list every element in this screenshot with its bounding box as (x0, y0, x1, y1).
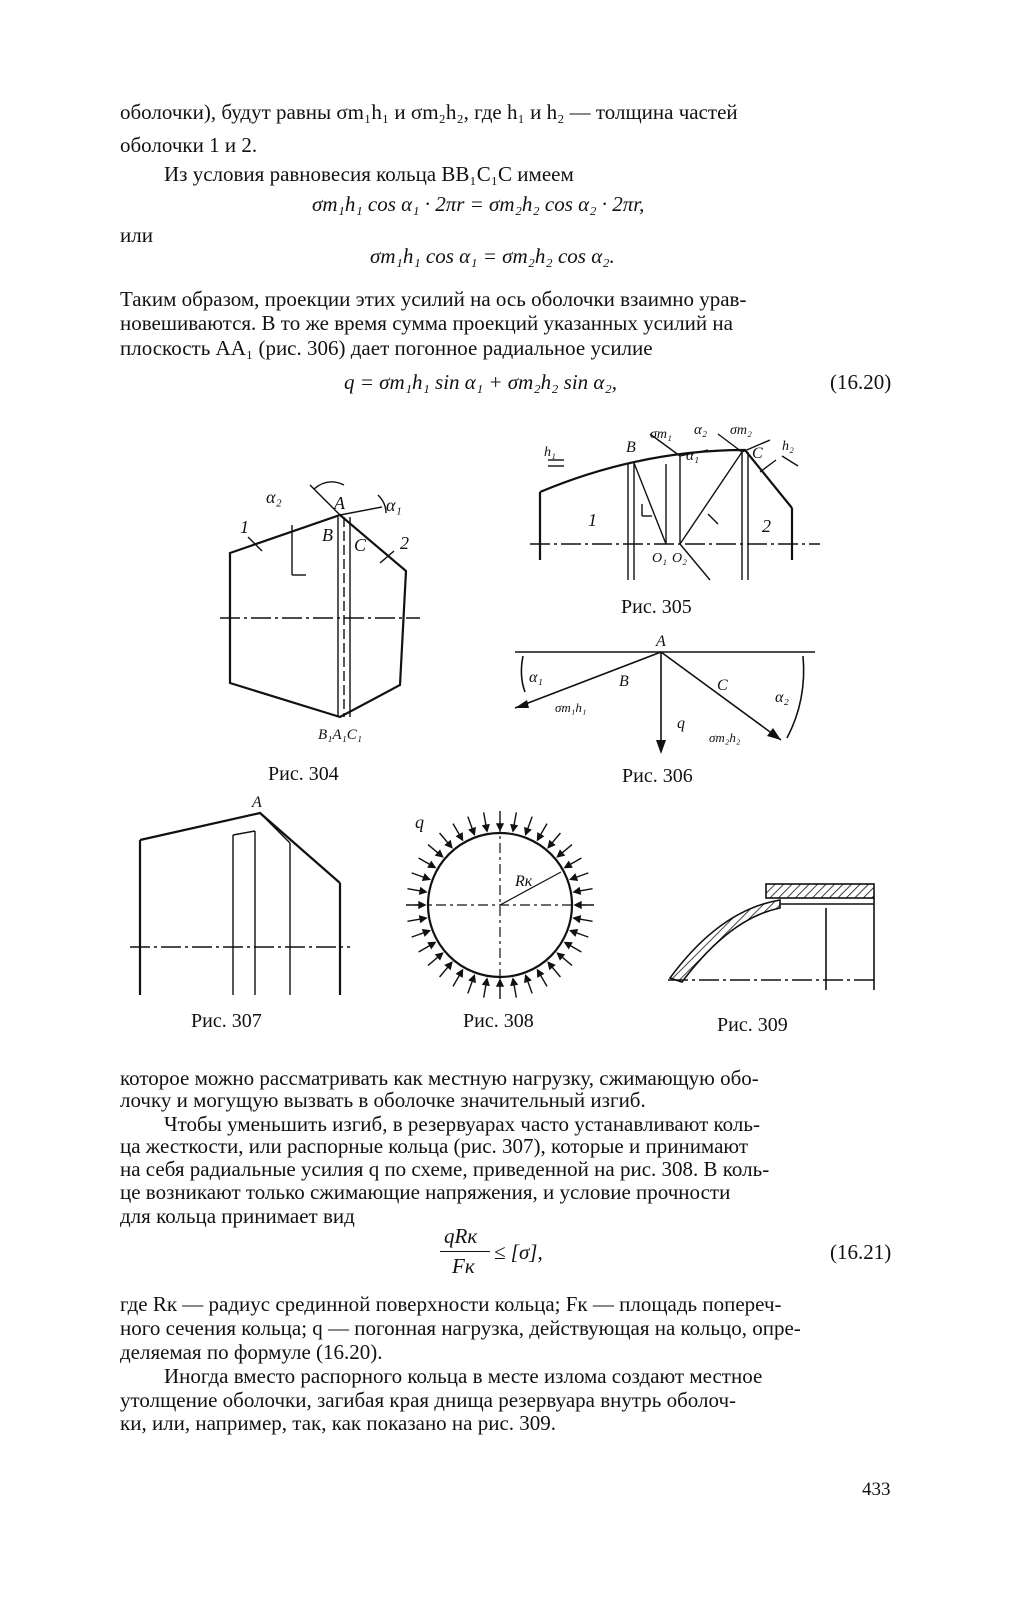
label-c: C (354, 535, 367, 555)
figure-306 (505, 630, 825, 770)
text-line: ца жесткости, или распорные кольца (рис. 307), которые и принимают (120, 1134, 748, 1158)
caption-306: Рис. 306 (622, 765, 693, 787)
load-arrow-head (469, 975, 475, 982)
caption-307: Рис. 307 (191, 1010, 262, 1032)
figure-308 (395, 800, 605, 1010)
text-line: лочку и могущую вызвать в оболочке значительный изгиб. (120, 1088, 646, 1112)
text-line: утолщение оболочки, загибая края днища резервуара внутрь оболоч- (120, 1388, 737, 1412)
text-line: для кольца принимает вид (120, 1204, 355, 1228)
label-alpha2: α₂ (694, 422, 708, 438)
label-b: B (626, 439, 636, 456)
fraction-bar (440, 1251, 490, 1252)
text-line: Таким образом, проекции этих усилий на ось оболочки взаимно урав- (120, 287, 747, 311)
load-arrow-head (574, 916, 580, 922)
text-line: ки, или, например, так, как показано на рис. 309. (120, 1411, 557, 1435)
text-line: новешиваются. В то же время сумма проекций указанных усилий на (120, 311, 733, 335)
equation: q = σm₁h₁ sin α₁ + σm₂h₂ sin α₂, (344, 370, 617, 394)
equation-numerator: qRк (444, 1224, 478, 1248)
label-2: 2 (400, 533, 409, 553)
text-line: на себя радиальные усилия q по схеме, приведенной на рис. 308. В коль- (120, 1157, 770, 1181)
label-alpha1: α₁ (386, 495, 402, 515)
equation-rhs: ≤ [σ], (494, 1240, 543, 1264)
label-c: C (752, 445, 763, 462)
load-arrow-head (565, 943, 572, 949)
page-number: 433 (862, 1479, 891, 1500)
label-c: C (717, 677, 728, 694)
label-q: q (415, 812, 424, 832)
load-arrow-head (423, 874, 430, 880)
load-arrow-head (538, 833, 544, 840)
load-arrow-head (420, 888, 426, 894)
load-arrow-head (423, 930, 430, 936)
label-q: q (677, 715, 685, 732)
text-line: ного сечения кольца; q — погонная нагрузка, действующая на кольцо, опре- (120, 1316, 801, 1340)
label-a: A (334, 493, 345, 513)
text-line: Из условия равновесия кольца BB₁C₁C имеем (164, 162, 574, 186)
equation: σm₁h₁ cos α₁ = σm₂h₂ cos α₂. (370, 244, 615, 268)
figure-307 (130, 795, 350, 1005)
text-line: или (120, 223, 153, 247)
label-alpha1: α₁ (686, 448, 700, 464)
load-arrow-head (570, 930, 577, 936)
label-o2: O₂ (672, 551, 687, 566)
text-line: Чтобы уменьшить изгиб, в резервуарах часто устанавливают коль- (164, 1112, 760, 1136)
text-line: которое можно рассматривать как местную нагрузку, сжимающую обо- (120, 1066, 759, 1090)
label-a: A (656, 633, 666, 650)
label-alpha1: α₁ (529, 669, 543, 686)
label-h2: h₂ (782, 439, 794, 454)
load-arrow-head (525, 828, 531, 835)
load-arrow-head (525, 975, 531, 982)
figure-309 (660, 880, 880, 1000)
load-arrow-head (511, 979, 517, 985)
label-b1a1c1: B₁A₁C₁ (318, 727, 362, 743)
text-line: деляемая по формуле (16.20). (120, 1340, 383, 1364)
label-sigma-h1: σm₁h₁ (555, 700, 587, 715)
load-arrow-head (428, 943, 435, 949)
label-alpha2: α₂ (775, 689, 789, 706)
text-line: Иногда вместо распорного кольца в месте излома создают местное (164, 1364, 763, 1388)
equation-number: (16.21) (830, 1240, 892, 1264)
label-rk: Rк (515, 873, 533, 890)
label-o1: O₁ (652, 551, 667, 566)
load-arrow-head (469, 828, 475, 835)
label-1: 1 (240, 517, 249, 537)
text-line: оболочки), будут равны σm₁h₁ и σm₂h₂, где h₁ и h₂ — толщина частей (120, 100, 738, 124)
load-arrow-head (428, 862, 435, 868)
label-sigma-h2: σm₂h₂ (709, 730, 741, 745)
caption-308: Рис. 308 (463, 1010, 534, 1032)
figure-304 (210, 455, 450, 755)
label-sigma-m2: σm₂ (730, 423, 752, 438)
load-arrow-head (483, 979, 489, 985)
caption-304: Рис. 304 (268, 763, 339, 785)
label-b: B (619, 673, 629, 690)
load-arrow-head (457, 970, 463, 977)
text-line: це возникают только сжимающие напряжения, и условие прочности (120, 1180, 731, 1204)
label-alpha2: α₂ (266, 487, 282, 507)
caption-309: Рис. 309 (717, 1014, 788, 1036)
load-arrow-head (538, 970, 544, 977)
label-h1: h₁ (544, 445, 556, 460)
label-sigma-m1: σm₁ (650, 427, 672, 442)
label-b: B (322, 525, 333, 545)
load-arrow-head (565, 862, 572, 868)
equation: σm₁h₁ cos α₁ · 2πr = σm₂h₂ cos α₂ · 2πr, (312, 192, 645, 216)
load-arrow-head (574, 888, 580, 894)
label-a: A (252, 794, 262, 811)
label-2: 2 (762, 516, 771, 536)
load-arrow-head (457, 833, 463, 840)
figure-305 (530, 420, 820, 590)
equation-number: (16.20) (830, 370, 892, 394)
load-arrow-head (511, 825, 517, 831)
text-line: где Rк — радиус срединной поверхности кольца; Fк — площадь попереч- (120, 1292, 782, 1316)
equation-denominator: Fк (452, 1254, 475, 1278)
label-1: 1 (588, 510, 597, 530)
text-line: плоскость AA₁ (рис. 306) дает погонное радиальное усилие (120, 336, 653, 360)
text-line: оболочки 1 и 2. (120, 133, 258, 157)
load-arrow-head (483, 825, 489, 831)
caption-305: Рис. 305 (621, 596, 692, 618)
load-arrow-head (420, 916, 426, 922)
load-arrow-head (570, 874, 577, 880)
